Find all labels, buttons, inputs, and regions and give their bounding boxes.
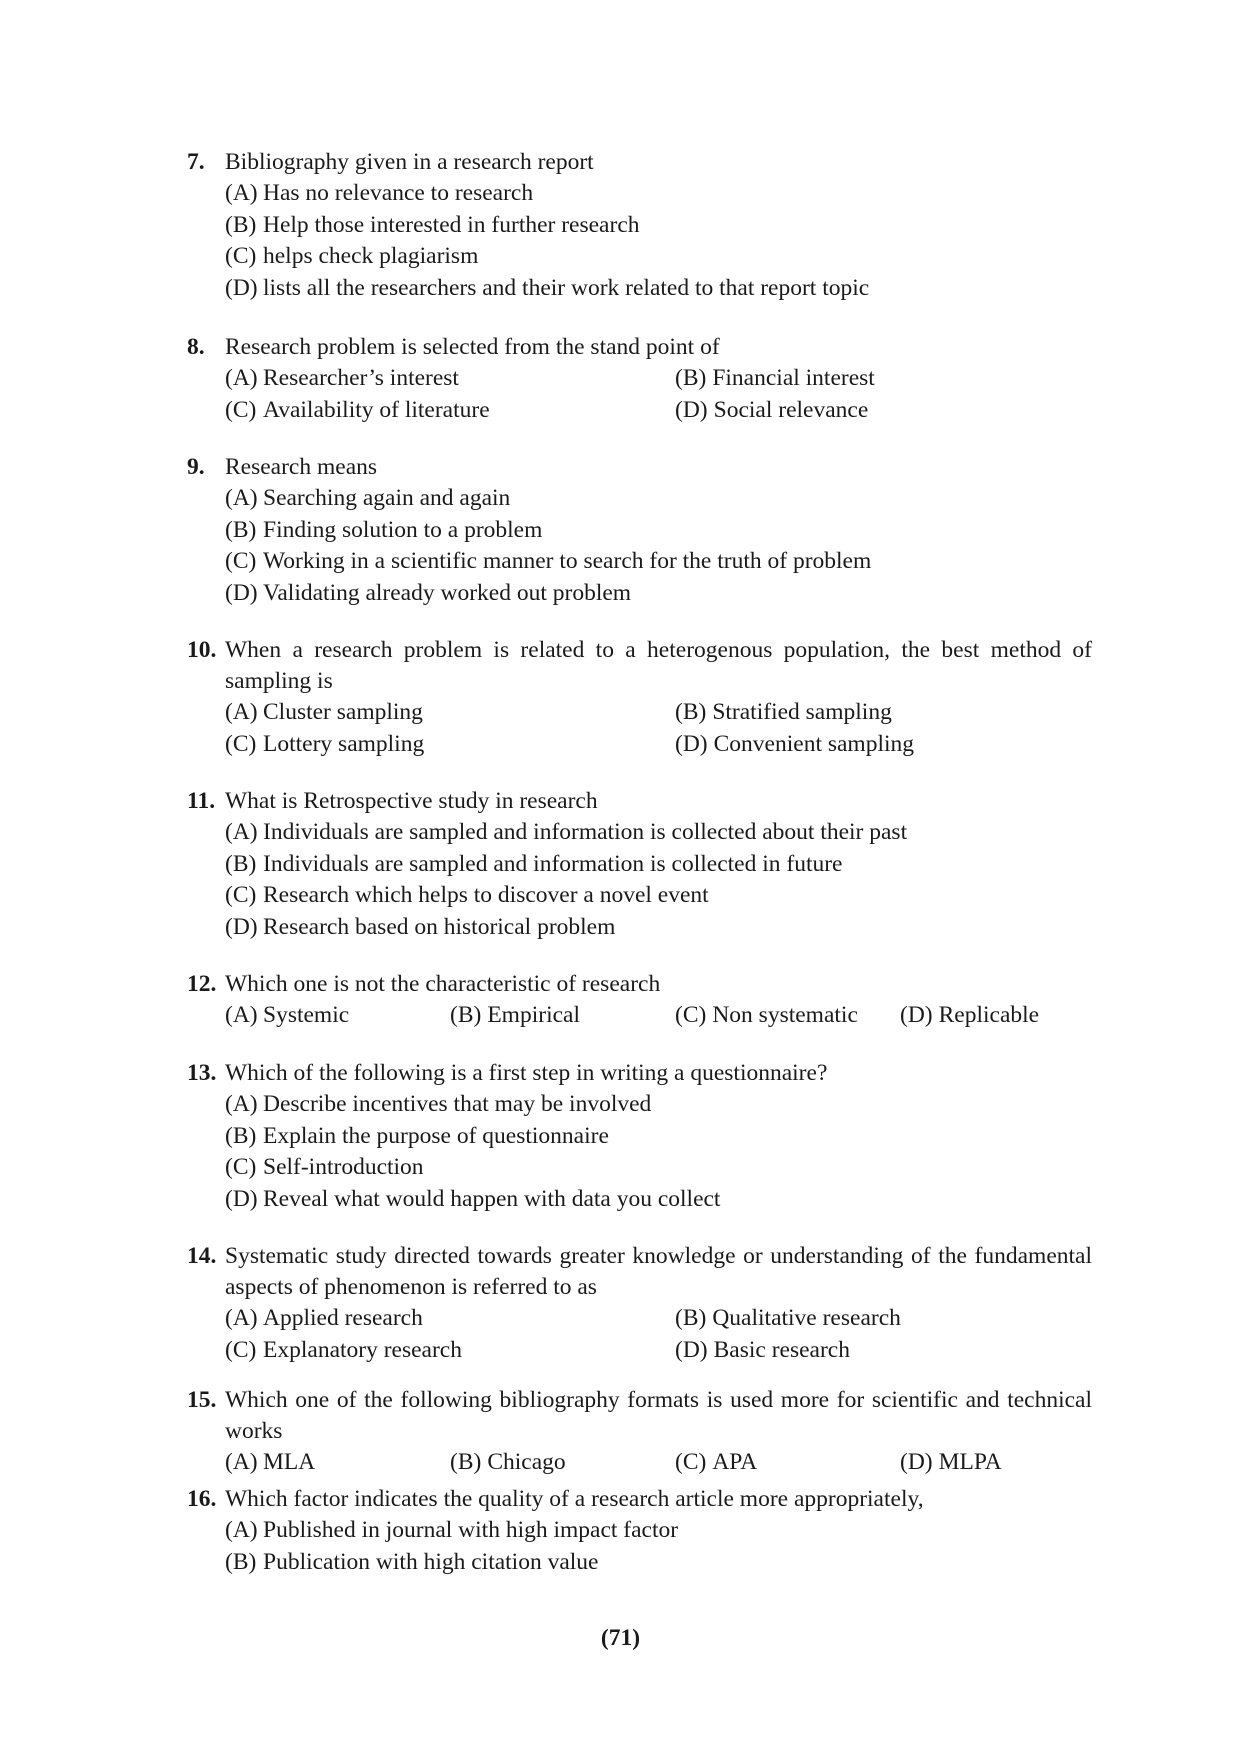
option-text: Individuals are sampled and information is collected about their past — [263, 819, 908, 845]
option-text: Published in journal with high impact factor — [263, 1517, 679, 1543]
option-c — [225, 729, 675, 761]
question-stem: Which one of the following bibliography formats is used more for scientific and technical works — [225, 1387, 1092, 1444]
question-number: 9. — [187, 454, 205, 480]
option-a — [225, 1000, 450, 1032]
option-label: (B) — [450, 1449, 482, 1475]
option-text: Lottery sampling — [263, 730, 425, 757]
option-a — [225, 178, 1092, 210]
option-label: (A) — [225, 1449, 258, 1475]
option-d — [225, 1184, 1092, 1216]
option-text: Reveal what would happen with data you collect — [263, 1185, 721, 1212]
option-b — [225, 1547, 1092, 1579]
option-list — [187, 817, 1092, 943]
option-c — [225, 395, 675, 427]
option-a — [225, 1089, 1092, 1121]
option-text: Help those interested in further research — [263, 211, 640, 238]
question-11 — [187, 786, 1092, 943]
option-c — [225, 1152, 1092, 1184]
option-list — [187, 363, 1092, 426]
option-b — [450, 1447, 675, 1479]
option-c — [225, 241, 1092, 273]
option-text: Self-introduction — [263, 1154, 424, 1180]
option-label: (B) — [225, 1122, 257, 1149]
question-number: 14. — [187, 1243, 217, 1269]
option-d — [225, 912, 1092, 944]
option-text: Chicago — [487, 1449, 566, 1475]
question-number: 12. — [187, 971, 217, 997]
option-label: (C) — [225, 1336, 257, 1363]
option-list — [187, 178, 1092, 304]
option-label: (A) — [225, 699, 258, 725]
option-label: (A) — [225, 819, 258, 845]
option-a — [225, 697, 675, 729]
option-c — [225, 546, 1092, 578]
option-text: Replicable — [938, 1002, 1040, 1028]
option-text: Validating already worked out problem — [263, 579, 632, 606]
option-b — [675, 1303, 1095, 1335]
option-label: (B) — [450, 1002, 482, 1028]
option-c — [225, 1335, 675, 1367]
option-text: Explain the purpose of questionnaire — [263, 1122, 609, 1149]
question-stem: Bibliography given in a research report — [225, 149, 594, 175]
option-text: Finding solution to a problem — [263, 516, 543, 543]
option-list — [187, 1447, 1092, 1479]
option-label: (D) — [225, 579, 258, 606]
question-number: 13. — [187, 1060, 217, 1086]
option-text: Individuals are sampled and information is collected in future — [263, 850, 843, 877]
option-b — [675, 697, 1095, 729]
option-text: Describe incentives that may be involved — [263, 1091, 652, 1117]
option-label: (D) — [225, 1185, 258, 1212]
option-text: Empirical — [487, 1002, 580, 1028]
option-text: Working in a scientific manner to search for the truth of problem — [263, 548, 872, 574]
option-label: (C) — [675, 1449, 707, 1475]
option-c — [675, 1000, 900, 1032]
question-number: 8. — [187, 334, 205, 360]
option-label: (C) — [225, 396, 257, 423]
option-label: (C) — [225, 1154, 257, 1180]
option-label: (C) — [225, 548, 257, 574]
option-label: (A) — [225, 1517, 258, 1543]
option-label: (C) — [225, 730, 257, 757]
option-list — [187, 483, 1092, 609]
option-b — [675, 363, 1095, 395]
option-text: Cluster sampling — [263, 699, 423, 725]
question-14 — [187, 1241, 1092, 1366]
question-8 — [187, 332, 1092, 426]
option-text: MLPA — [938, 1449, 1002, 1475]
question-stem: Which one is not the characteristic of research — [225, 971, 661, 997]
option-text: Searching again and again — [263, 485, 511, 511]
option-label: (D) — [900, 1002, 933, 1028]
option-c — [225, 880, 1092, 912]
question-stem: Which of the following is a first step in writing a questionnaire? — [225, 1060, 828, 1086]
option-label: (A) — [225, 1091, 258, 1117]
option-text: Non systematic — [712, 1002, 858, 1028]
option-text: Financial interest — [712, 365, 875, 391]
question-stem: Which factor indicates the quality of a research article more appropriately, — [225, 1486, 924, 1512]
question-number: 16. — [187, 1486, 217, 1512]
option-label: (B) — [225, 211, 257, 238]
option-b — [225, 1121, 1092, 1153]
option-b — [225, 210, 1092, 242]
question-7 — [187, 147, 1092, 304]
option-label: (B) — [675, 365, 707, 391]
option-text: Qualitative research — [712, 1305, 901, 1331]
option-label: (D) — [675, 396, 708, 423]
option-text: Publication with high citation value — [263, 1548, 599, 1575]
option-text: Convenient sampling — [713, 730, 915, 757]
option-a — [225, 1303, 675, 1335]
option-text: helps check plagiarism — [263, 243, 479, 269]
question-12 — [187, 969, 1092, 1032]
option-label: (D) — [900, 1449, 933, 1475]
question-stem: What is Retrospective study in research — [225, 788, 598, 814]
option-b — [225, 849, 1092, 881]
option-list — [187, 1000, 1092, 1032]
option-label: (A) — [225, 1305, 258, 1331]
option-text: Applied research — [263, 1305, 423, 1331]
option-list — [187, 697, 1092, 760]
option-d — [675, 729, 1095, 761]
option-label: (B) — [225, 516, 257, 543]
option-label: (B) — [675, 1305, 707, 1331]
option-d — [675, 395, 1095, 427]
option-text: Research which helps to discover a novel event — [263, 882, 709, 908]
option-label: (A) — [225, 365, 258, 391]
option-list — [187, 1089, 1092, 1215]
option-text: MLA — [263, 1449, 316, 1475]
option-label: (A) — [225, 485, 258, 511]
page-number: (71) — [600, 1625, 641, 1651]
option-label: (A) — [225, 1002, 258, 1028]
option-c — [675, 1447, 900, 1479]
option-d — [225, 273, 1092, 305]
option-label: (D) — [225, 274, 258, 301]
option-text: Availability of literature — [263, 396, 490, 423]
option-text: Stratified sampling — [712, 699, 892, 725]
option-list — [187, 1303, 1092, 1366]
option-a — [225, 817, 1092, 849]
option-text: APA — [712, 1449, 758, 1475]
option-label: (C) — [225, 243, 257, 269]
option-label: (B) — [225, 1548, 257, 1575]
option-label: (D) — [225, 913, 258, 940]
question-number: 7. — [187, 149, 205, 175]
option-text: lists all the researchers and their work related to that report topic — [263, 274, 870, 301]
option-b — [225, 515, 1092, 547]
option-a — [225, 483, 1092, 515]
option-b — [450, 1000, 675, 1032]
question-10 — [187, 635, 1092, 760]
option-label: (B) — [225, 850, 257, 877]
question-stem: Research problem is selected from the stand point of — [225, 334, 720, 360]
option-label: (D) — [675, 1336, 708, 1363]
option-a — [225, 1515, 1092, 1547]
question-number: 10. — [187, 637, 217, 663]
option-label: (B) — [675, 699, 707, 725]
option-d — [675, 1335, 1095, 1367]
option-d — [900, 1447, 1100, 1479]
option-label: (C) — [675, 1002, 707, 1028]
option-label: (A) — [225, 180, 258, 206]
question-15 — [187, 1385, 1092, 1479]
option-text: Research based on historical problem — [263, 913, 616, 940]
question-13 — [187, 1058, 1092, 1215]
option-text: Systemic — [263, 1002, 350, 1028]
option-text: Has no relevance to research — [263, 180, 534, 206]
option-text: Social relevance — [713, 396, 869, 423]
option-a — [225, 363, 675, 395]
question-stem: When a research problem is related to a heterogenous population, the best method of sampling is — [225, 637, 1092, 694]
question-number: 15. — [187, 1387, 217, 1413]
option-d — [900, 1000, 1100, 1032]
option-d — [225, 578, 1092, 610]
option-text: Researcher’s interest — [263, 365, 459, 391]
option-label: (D) — [675, 730, 708, 757]
question-stem: Systematic study directed towards greater knowledge or understanding of the fundamental aspects of phenomenon is referred to as — [225, 1243, 1092, 1300]
question-number: 11. — [187, 788, 216, 814]
option-label: (C) — [225, 882, 257, 908]
option-text: Explanatory research — [263, 1336, 462, 1363]
option-a — [225, 1447, 450, 1479]
option-list — [187, 1515, 1092, 1578]
question-9 — [187, 452, 1092, 609]
option-text: Basic research — [713, 1336, 850, 1363]
question-16 — [187, 1484, 1092, 1578]
question-stem: Research means — [225, 454, 378, 480]
